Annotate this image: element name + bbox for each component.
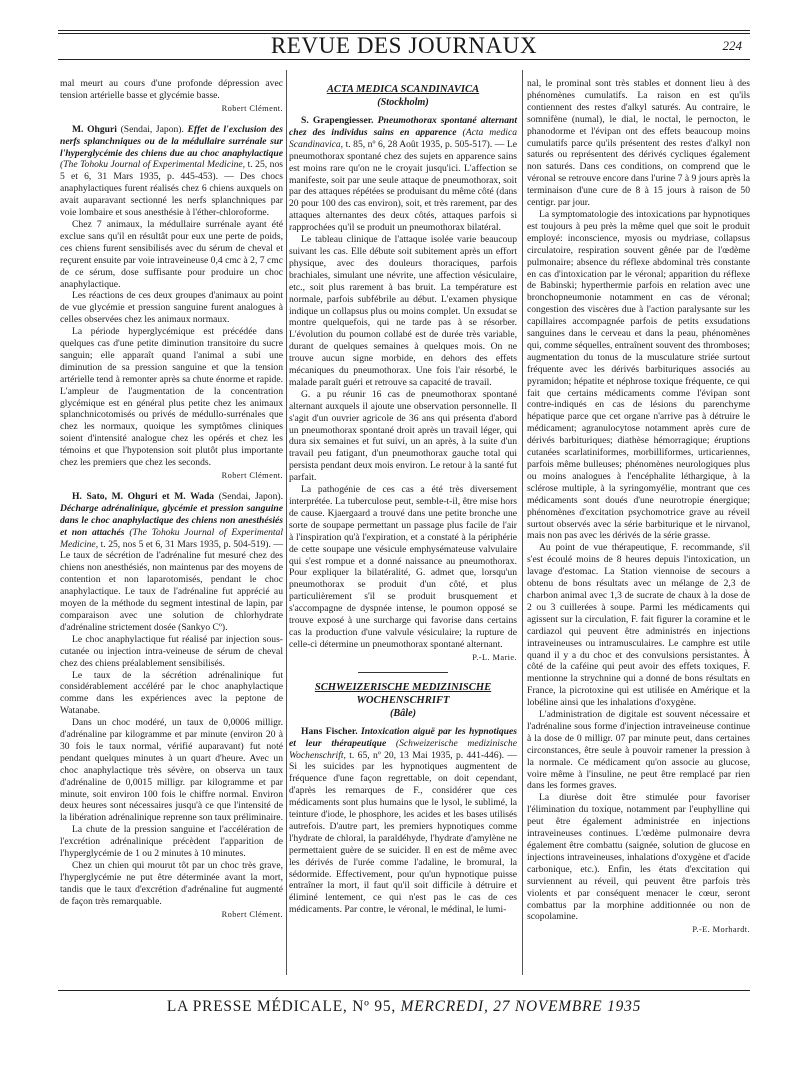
article-reference: t. 25, nos 5 et 6, 31 Mars 1935, p. 504-519). —: [98, 538, 283, 550]
column-left: [60, 78, 283, 921]
header-rule-top: [58, 30, 750, 31]
footer-date: MERCREDI, 27 NOVEMBRE 1935: [400, 998, 642, 1015]
article-fischer: [289, 726, 517, 917]
article-heading: [60, 491, 283, 634]
page-number: 224: [722, 38, 742, 53]
article-authors: H. Sato, M. Ohguri et M. Wada: [72, 490, 215, 502]
footer-issue: , Nº 95,: [342, 998, 401, 1015]
article-heading: [289, 115, 517, 234]
article-reference: t. 25, nos 5 et 6, 31 Mars 1935, p. 445-453). —: [60, 159, 283, 183]
paragraph: Le taux de la sécrétion adrénalinique fut considérablement accéléré par le choc anaphylactique comme dans les expériences avec la peptone de Watanabe.: [60, 669, 283, 717]
paragraph: Dans un choc modéré, un taux de 0,0006 milligr. d'adrénaline par kilogramme et par minute (environ 20 à 30 fois le taux normal, vérifié auparavant) fut noté pendant quelques minutes à un quart d'heure. Avec un choc anaphylactique très sévère, on observa un taux d'adrénaline de 0,0015 milligr. par kilogramme et par minute, soit environ 100 fois le chiffre normal. Environ deux heures sont nécessaires jusqu'à ce que l'intensité de la libération adrénalinique reprenne son taux préliminaire.: [60, 717, 283, 824]
section-subtitle: (Bâle): [389, 707, 417, 719]
running-title: REVUE DES JOURNAUX: [270, 33, 538, 58]
column-rule-left: [286, 70, 287, 975]
paragraph: Le choc anaphylactique fut réalisé par injection sous-cutanée ou injection intra-veineuse de sérum de cheval chez des chiens préalablement sensibilisés.: [60, 633, 283, 669]
article-title: Intoxication aiguë par les hypnotiques et leur thérapeutique: [289, 725, 517, 749]
footer-text: [58, 998, 750, 1016]
article-heading: [60, 124, 283, 219]
paragraph: Les réactions de ces deux groupes d'animaux au point de vue glycémie et pression sanguine furent analogues à celles observées chez les animaux normaux.: [60, 290, 283, 326]
header-rule-bottom: [58, 59, 750, 60]
article-reference: t. 85, nº 6, 28 Août 1935, p. 505-517). —: [343, 138, 507, 150]
paragraph: G. a pu réunir 16 cas de pneumothorax spontané alternant auxquels il ajoute une observation personnelle. Il s'agit d'un ouvrier agricole de 36 ans qui présenta d'abord un pneumothorax spontané droit après un travail léger, qui dura six semaines et fut suivi, un an après, à la suite d'un travail peu fatigant, d'un pneumothorax gauche total qui persista pendant deux mois environ. Le retour à la santé fut parfait.: [289, 388, 517, 484]
article-grapengiesser: [289, 115, 517, 664]
section-title: SCHWEIZERISCHE MEDIZINISCHE: [314, 681, 492, 693]
column-rule-right: [522, 70, 523, 975]
paragraph: La pathogénie de ces cas a été très diversement interprétée. La tuberculose peut, semble-t-il, être mise hors de cause. Kjaergaard a trouvé dans une petite bronche une sorte de soupape permettant un passage plus facile de l'air à l'inspiration qu'à l'expiration, et a constaté à la périphérie de cette soupape une vésicule emphysémateuse valvulaire qui s'est rompue et a donné naissance au pneumothorax. Pour expliquer la bilatéralité, G. admet que, lorsqu'un pneumothorax se produit d'un côté, et plus particulièrement s'il se produit brusquement et s'accompagne de dyspnée intense, le poumon opposé se trouve exposé à une surcharge qui favorise dans certains cas la production d'une valvule vésiculaire; la rupture de celle-ci détermine un pneumothorax spontané alternant.: [289, 484, 517, 650]
article-journal: (Acta medica Scandinavica,: [289, 126, 517, 150]
article-affiliation: (Sendai, Japon).: [214, 490, 283, 502]
article-journal: (Schweizerische medizinische Wochenschrift,: [289, 737, 517, 761]
article-sato-ohguri-wada: [60, 491, 283, 921]
article-reference: t. 65, nº 20, 13 Mai 1935, p. 441-446). —: [345, 749, 517, 761]
paragraph: La chute de la pression sanguine et l'accélération de l'excrétion adrénalinique précèdent l'apparition de l'hyperglycémie de 1 ou 2 minutes à 10 minutes.: [60, 824, 283, 860]
footer-journal: LA PRESSE MÉDICALE: [166, 998, 343, 1015]
article-journal: (The Tohoku Journal of Experimental Medicine,: [60, 159, 246, 171]
article-lead: Des chocs anaphylactiques furent réalisés chez 6 chiens auxquels on avait auparavant sectionné les nerfs splanchniques par voie lombaire et sous anesthésie à l'éther-chloroforme.: [60, 171, 283, 219]
paragraph: La diurèse doit être stimulée pour favoriser l'élimination du toxique, notamment par l'euphylline qui peut être également administrée en injections intraveineuses continues. L'œdème pulmonaire devra également être combattu (saignée, solution de glucose en injections intraveineuses, inhalations d'oxygène et d'acide carbonique, etc.). Enfin, les états d'excitation qui surviennent au réveil, qui peuvent être parfois très violents et par conséquent menacer le cœur, seront combattus par la morphine additionnée ou non de scopolamine.: [527, 792, 750, 923]
intro-paragraph: mal meurt au cours d'une profonde dépression avec tension artérielle basse et glycémie basse.: [60, 78, 283, 101]
signature: Robert Clément.: [221, 471, 283, 480]
paragraph: La période hyperglycémique est précédée dans quelques cas d'une petite diminution transitoire du sucre sanguin; elle apparaît quand l'animal a subi une diminution de sa pression sanguine et que la tension artérielle tend à remonter après sa chute énorme et rapide. L'ampleur de l'augmentation de la concentration glycémique est en général plus petite chez les animaux splanchnicotomisés ou privés de médullo-surrénales que chez les normaux, quoique les symptômes cliniques soient d'intensité analogue chez les opérés et chez les témoins et que l'hypotension soit plutôt plus importante chez les premiers que chez les seconds.: [60, 326, 283, 469]
section-subtitle: (Stockholm): [377, 97, 429, 108]
page-header: [58, 12, 750, 62]
section-title-line2: WOCHENSCHRIFT: [356, 694, 450, 706]
signature: Robert Clément.: [221, 909, 283, 919]
article-authors: M. Ohguri: [72, 123, 117, 135]
article-ohguri: [60, 124, 283, 482]
article-authors: S. Grapengiesser.: [301, 115, 374, 126]
article-journal: (The Tohoku Journal of Experimental Medicine,: [60, 526, 284, 550]
column-middle: [289, 78, 517, 916]
paragraph: L'administration de digitale est souvent nécessaire et l'adrénaline sous forme d'injection intraveineuse continue à la dose de 0 milligr. 07 par minute peut, dans certaines circonstances, être seule à pouvoir ramener la pression à la normale. Ce médicament qu'on associe au glucose, voire même à l'insuline, ne peut être remplacé par rien dans les formes graves.: [527, 709, 750, 792]
paragraph: Au point de vue thérapeutique, F. recommande, s'il s'est écoulé moins de 8 heures depuis l'intoxication, un lavage d'estomac. La Station viennoise de secours a obtenu de bons résultats avec un mélange de 2,3 de charbon animal avec 1,3 de sucrate de chaux à la dose de 2 ou 3 cuillerées à soupe. Parmi les médicaments qui agissent sur la circulation, F. fait figurer la coramine et le cardiazol qui peuvent être administrés en injections intraveineuses ou intramusculaires. Le camphre est utile quand il y a du choc et des convulsions persistantes. À côté de la caféine qui peut avoir des effets toxiques, F. mentionne la strychnine qui a donné de bons résultats en France, la picrotoxine qui est utilisée en Amérique et la lobéline ainsi que les inhalations d'oxygène.: [527, 542, 750, 709]
section-title: ACTA MEDICA SCANDINAVICA: [326, 84, 480, 95]
signature: Robert Clément.: [221, 103, 283, 113]
signature: P.-E. Morhardt.: [692, 925, 750, 935]
page-footer: [58, 990, 750, 1020]
article-title: Effet de l'exclusion des nerfs splanchniques ou de la médullaire surrénale sur l'hyperglycémie des chiens due au choc anaphylactique: [60, 123, 283, 159]
column-right: [527, 78, 750, 936]
paragraph: nal, le prominal sont très stables et donnent lieu à des phénomènes cumulatifs. La raison en est qu'ils contiennent des restes d'alkyl saturés. Au contraire, le somnifène (numal), le dial, le noctal, le pernocton, le phanodorme et l'évipan ont des effets beaucoup moins cumulatifs parce qu'ils présentent des restes d'alkyl non saturés ou représentent des dérivés cycliques également non saturés. Dans ces conditions, on comprend que le véronal se retrouve encore dans l'urine 7 à 9 jours après la terminaison d'une cure de 8 à 15 jours à raison de 50 centigr. par jour.: [527, 78, 750, 209]
article-heading: [289, 726, 517, 917]
section-divider: [358, 672, 448, 673]
paragraph: La symptomatologie des intoxications par hypnotiques est toujours à peu près la même quel que soit le produit employé: inconscience, myosis ou mydriase, collapsus circulatoire, respiration souvent gênée par de l'œdème pulmonaire; absence du réflexe abdominal très constante en cas d'intoxication par le véronal; apparition du réflexe de Babinski; hyperthermie parfois en relation avec une bronchopneumonie notamment en cas de véronal; congestion des viscères due à l'action paralysante sur les capillaires accompagnée parfois de petits exsudations sanguines dans le cerveau et dans la peau, phénomènes qui, comme séquelles, entraînent souvent des thromboses; augmentation du tonus de la musculature striée surtout fréquente avec les dérivés barbituriques associés au pyramidon; hépatite et néphrose toxique fréquente, ce qui fait que certains médicaments comme l'évipan sont contre-indiqués en cas de lésions du parenchyme hépatique parce que cet organe n'arrive pas à détruire le médicament; agranulocytose notamment après cure de dérivés barbituriques; diathèse hémorragique; éruptions cutanées scarlatiniformes, morbilliformes, urticariennes, parfois même bulleuses; phénomènes neurologiques plus ou moins analogues à l'encéphalite léthargique, à la sclérose multiple, à la syringomyélie, montrant que ces médicaments sont doués d'une neurotropie énergique; phénomènes d'excitation psychomotrice grave au réveil surtout observés avec la série barbiturique et le nirvanol, mais non pas avec les dérivés de la série grasse.: [527, 208, 750, 542]
article-affiliation: (Sendai, Japon).: [116, 123, 188, 135]
paragraph: Le tableau clinique de l'attaque isolée varie beaucoup suivant les cas. Elle débute soit subitement après un effort physique, avec des douleurs thoraciques, parfois brachiales, simulant une névrite, une affection vésiculaire, etc., soit plus rarement à bas bruit. La température est normale, parfois subfébrile au début. L'examen physique indique un collapsus plus ou moins complet. Un exsudat se montre quelquefois, qui ne tarde pas à se résorber. L'évolution du poumon collabé est de durée très variable, durant de quelques semaines à quelques mois. On ne trouve aucun signe morbide, en dehors des effets mécaniques du pneumothorax. Une fois l'air résorbé, le malade paraît guéri et retrouve sa capacité de travail.: [289, 234, 517, 388]
article-lead: Si les suicides par les hypnotiques augmentent de fréquence d'une façon regrettable, on doit cependant, d'après les remarques de F., considérer que ces médicaments sont plus humains que le lysol, le sublimé, la teinture d'iode, le phosphore, les acides et les bases utilisés autrefois. D'autre part, les premiers hypnotiques comme l'hydrate de chloral, la paraldéhyde, l'hydrate d'amylène ne permettaient guère de se suicider. Il en est de même avec les dérivés de l'urée comme l'adaline, le bromural, la sédormide. Effectivement, pour qu'un hypnotique puisse entraîner la mort, il faut qu'il soit difficile à détruire et éliminé lentement, ce qui n'est pas le cas de ces médicaments. Par contre, le véronal, le médinal, le lumi-: [289, 761, 517, 916]
article-lead: Le pneumothorax spontané chez des sujets en apparence sains est moins rare qu'on ne le croyait jusqu'ici. L'affection se manifeste, soit par une seule attaque de pneumothorax, soit par des attaques répétées se produisant du même côté (dans 20 pour 100 des cas environ), soit, et très rarement, par des attaques alternantes des deux côtés, attaques parfois si rapprochées qu'il se produit un pneumothorax bilatéral.: [289, 138, 517, 234]
article-authors: Hans Fischer.: [301, 725, 358, 737]
article-title: Décharge adrénalinique, glycémie et pression sanguine dans le choc anaphylactique des chiens non anesthésiés et non attachés: [60, 502, 283, 538]
paragraph: Chez un chien qui mourut tôt par un choc très grave, l'hyperglycémie ne put être déterminée avant la mort, tandis que le taux d'excrétion d'adrénaline fut augmenté de façon très remarquable.: [60, 860, 283, 907]
footer-rule: [58, 990, 750, 991]
paragraph: Chez 7 animaux, la médullaire surrénale ayant été exclue sans qu'il en résultât pour eux une perte de poids, ces chiens furent sensibilisés avec du sérum de cheval et reçurent ensuite par voie intraveineuse 0,4 cmc à 2, 7 cmc de ce sérum, dose suffisante pour produire un choc anaphylactique.: [60, 218, 283, 290]
article-lead: Le taux de sécrétion de l'adrénaline fut mesuré chez des chiens non anesthésiés, non maintenus par des moyens de contention et non laparotomisés, pendant le choc anaphylactique. Le taux de l'adrénaline fut apprécié au moyen de la méthode du segment intestinal de lapin, par comparaison avec une solution de chlorhydrate d'adrénaline strictement dosée (Sankyo Cº).: [60, 550, 283, 633]
signature: P.-L. Marie.: [472, 652, 517, 662]
article-title: Pneumothorax spontané alternant chez des individus sains en apparence: [289, 115, 517, 138]
